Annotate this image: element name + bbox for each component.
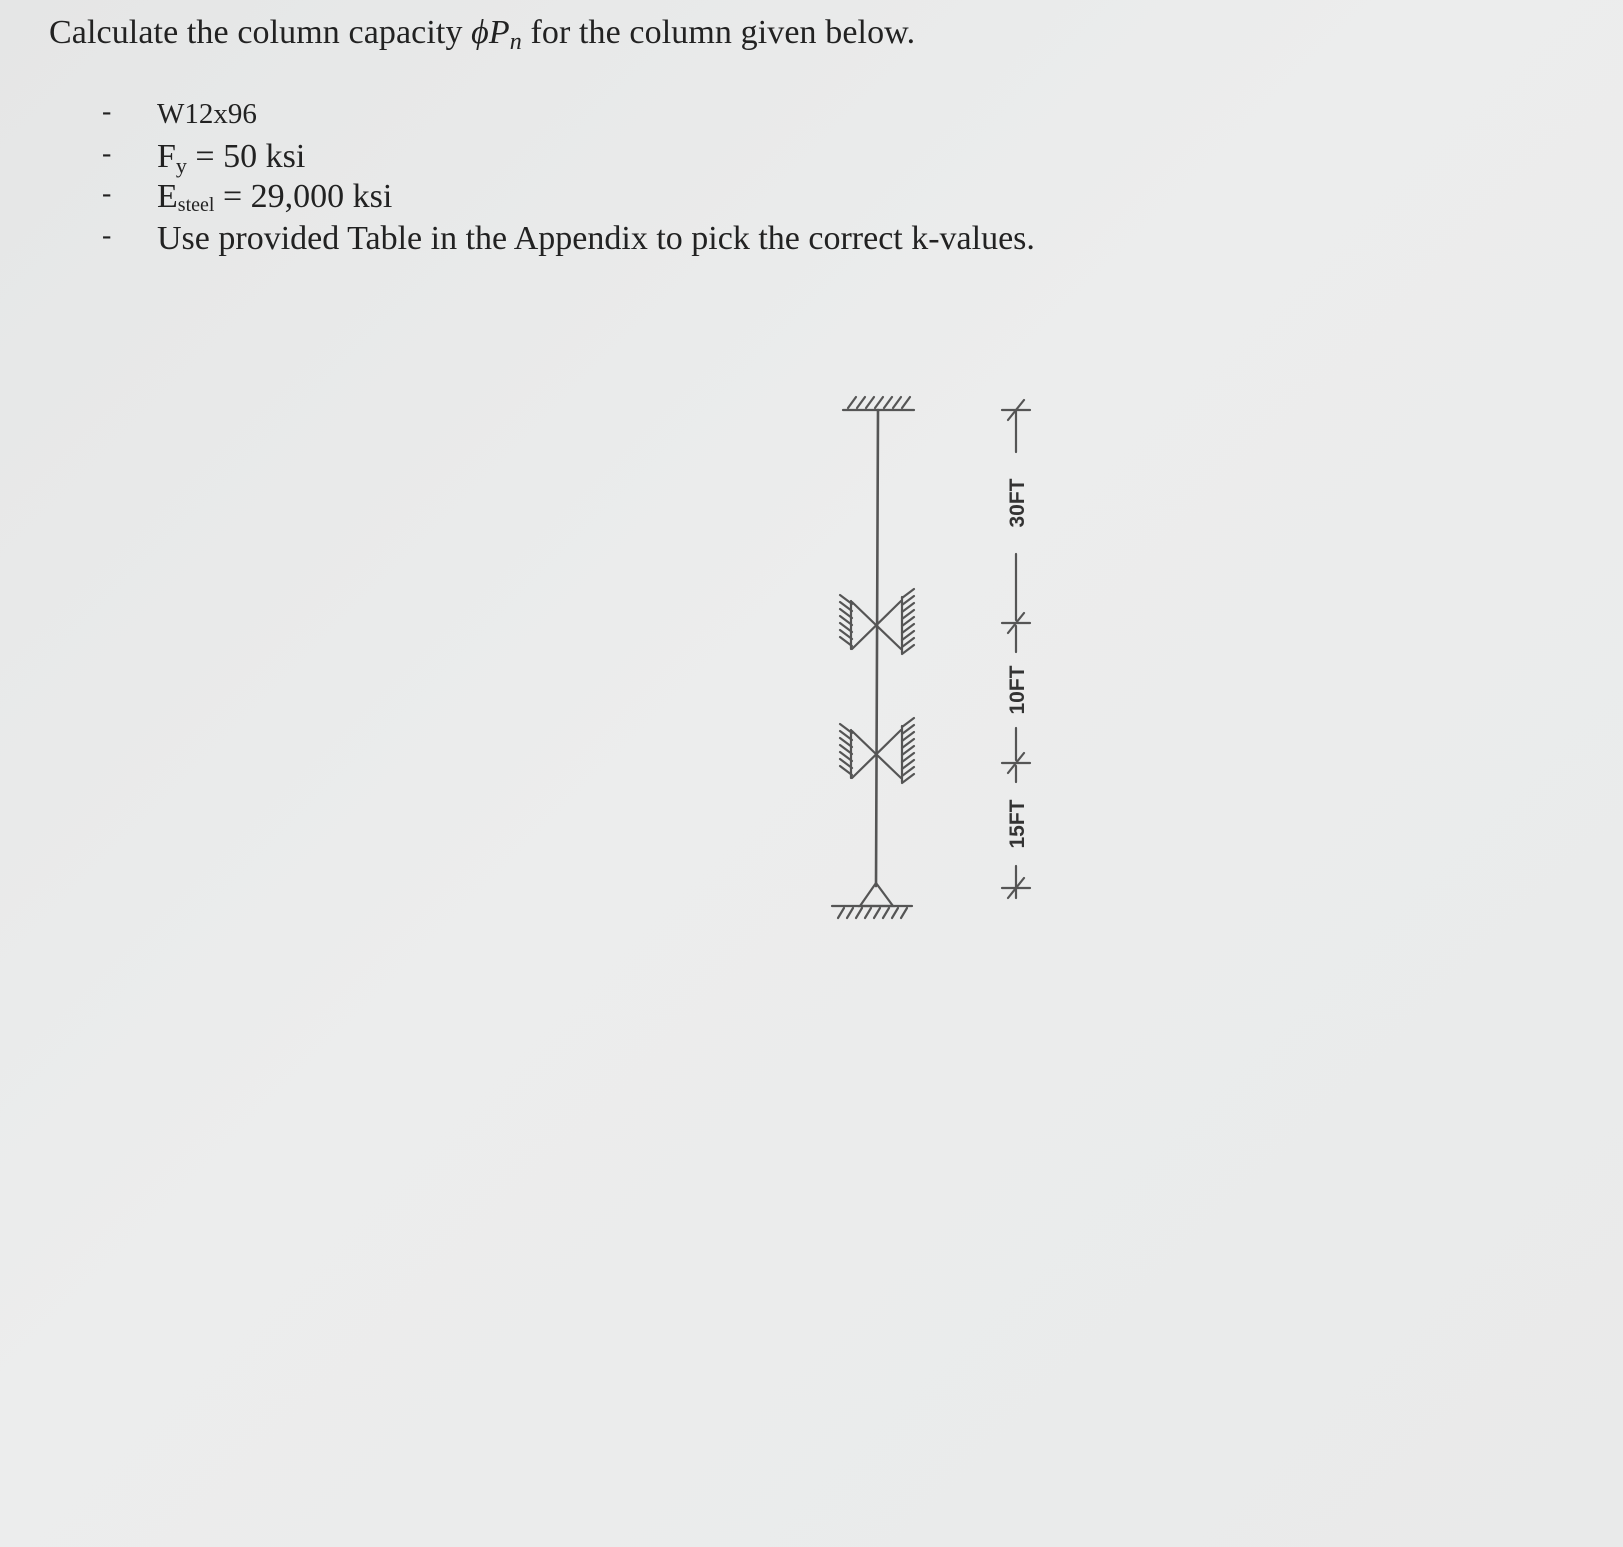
bullet-marker: -	[102, 220, 112, 251]
p-symbol: P	[488, 14, 510, 51]
top-fixed-support	[843, 397, 914, 410]
e-base: E	[157, 178, 178, 215]
dimension-label-middle: 10FT	[1006, 665, 1029, 715]
bottom-pin-support	[832, 883, 912, 918]
dimension-label-top: 30FT	[1006, 478, 1029, 528]
fy-value: = 50 ksi	[186, 138, 306, 175]
fy-subscript: y	[175, 153, 187, 178]
instruction-text: Use provided Table in the Appendix to pick the correct k-values.	[157, 220, 1035, 257]
bullet-marker: -	[102, 96, 112, 127]
e-value: = 29,000 ksi	[214, 178, 393, 215]
dimension-label-bottom: 15FT	[1006, 799, 1029, 849]
fy-base: F	[157, 138, 176, 175]
phi-symbol: ϕ	[471, 14, 489, 51]
section-designation: W12x96	[157, 98, 257, 130]
title-suffix: for the column given below.	[521, 14, 916, 51]
bullet-marker: -	[102, 178, 112, 209]
title-prefix: Calculate the column capacity	[49, 14, 472, 51]
column-member	[876, 410, 878, 886]
bullet-marker: -	[102, 138, 112, 169]
e-subscript: steel	[177, 194, 215, 216]
n-subscript: n	[509, 29, 522, 55]
